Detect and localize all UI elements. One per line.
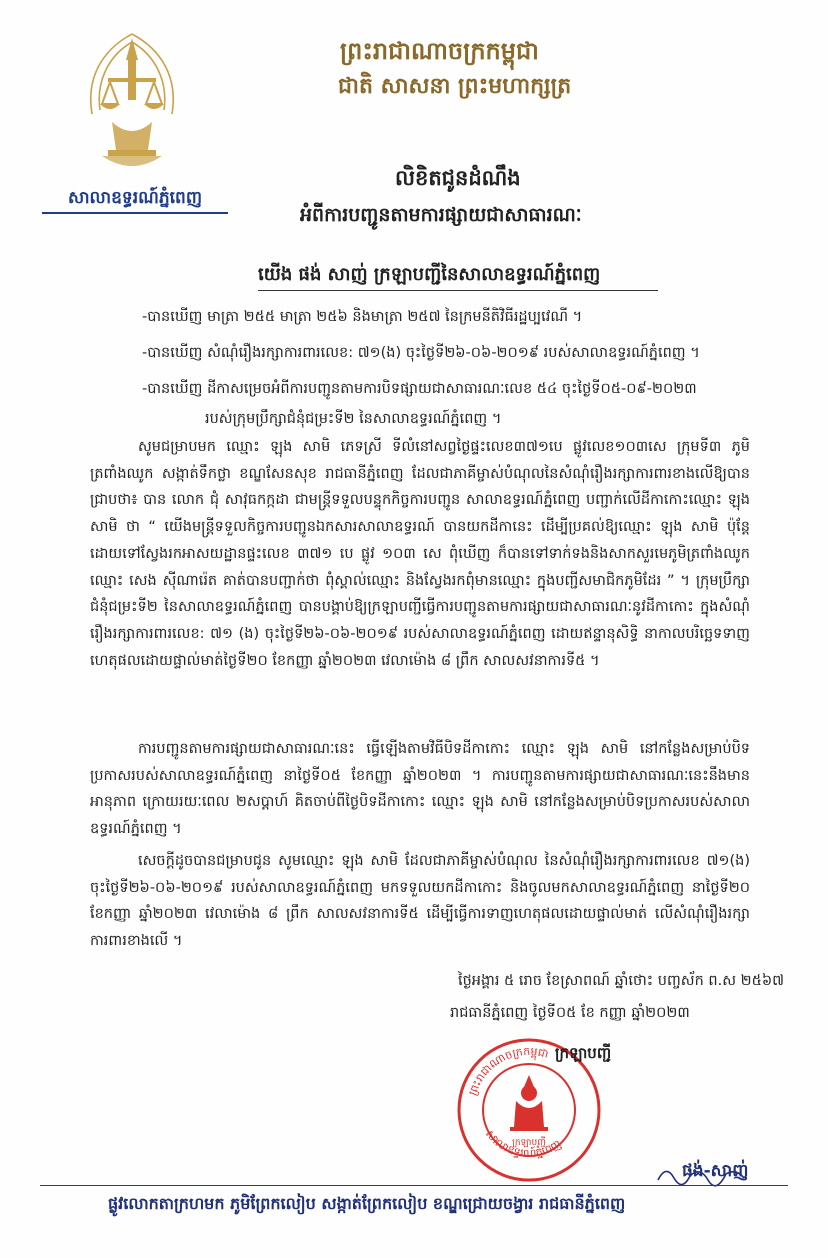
document-type: លិខិតជូនដំណឹង [395, 166, 521, 190]
lunar-date: ថ្ងៃអង្គារ ៥ រោច ខែស្រាពណ៍ ឆ្នាំថោះ បញ្ចស័ក ព.ស ២៥៦៧ [458, 973, 785, 989]
divider [42, 212, 228, 214]
citation-3-continued: របស់ក្រុមប្រឹក្សាជំនុំជម្រះទី២ នៃសាលាឧទ្ធរណ៍ភ្នំពេញ ។ [205, 411, 502, 427]
footer-address: ផ្លូវលោកតាក្រហមក ភូមិព្រែកលៀប សង្កាត់ព្រែកលៀប ខណ្ឌជ្រោយចង្វារ រាជធានីភ្នំពេញ [108, 1194, 626, 1213]
seal-bottom-text: សាលាឧទ្ធរណ៍ភ្នំពេញ [482, 1127, 564, 1160]
body-paragraph-1: សូមជម្រាបមក ឈ្មោះ ឡុង សាមិ ភេទស្រី ទីលំនៅសព្វថ្ងៃផ្ទះលេខ៣៧១បេ ផ្លូវលេខ១០៣សេ ក្រុមទី៣ ភូមិត្រពាំងឈូក សង្កាត់ទឹកថ្លា ខណ្ឌសែនសុខ រាជធានីភ្នំពេញ ដែលជាភាគីម្ចាស់បំណុលនៃសំណុំរឿងរក្សាការពារខាងលើឱ្យបានជ្រាបថា៖ បាន លោក ជុំ សាវុធកក្កដា ជាមន្ត្រីទទួលបន្ទុកកិច្ចការបញ្ជូន សាលាឧទ្ធរណ៍ភ្នំពេញ បញ្ជាក់លើដីកាកោះឈ្មោះ ឡុង សាមិ ថា “ យើងមន្ត្រីទទួលកិច្ចការបញ្ជូនឯកសារសាលាឧទ្ធរណ៍ បានយកដីកានេះ ដើម្បីប្រគល់ឱ្យឈ្មោះ ឡុង សាមិ ប៉ុន្តែដោយទៅស្វែងរកអាសយដ្ឋានផ្ទះលេខ ៣៧១ បេ ផ្លូវ ១០៣ សេ ពុំឃើញ ក៏បានទៅទាក់ទងនិងសាកសួរមេភូមិត្រពាំងឈូក ឈ្មោះ សេង ស៊ីណារ៉េត គាត់បានបញ្ជាក់ថា ពុំស្គាល់ឈ្មោះ និងស្វែងរកពុំមានឈ្មោះ ក្នុងបញ្ជីសមាជិកភូមិដែរ ” ។ ក្រុមប្រឹក្សាជំនុំជម្រះទី២ នៃសាលាឧទ្ធរណ៍ភ្នំពេញ បានបង្គាប់ឱ្យក្រឡាបញ្ជីធ្វើការបញ្ជូនតាមការផ្សាយជាសាធារណៈនូវដីកាកោះ ក្នុងសំណុំរឿងរក្សាការពារលេខ: ៧១ (ង) ចុះថ្ងៃទី២៦-០៦-២០១៩ របស់សាលាឧទ្ធរណ៍ភ្នំពេញ ដោយឥន្ទានុសិទ្ធិ នាកាលបរិច្ឆេទទាញហេតុផលដោយផ្ទាល់មាត់ថ្ងៃទី២០ ខែកញ្ញា ឆ្នាំ២០២៣ វេលាម៉ោង ៨ ព្រឹក សាលសវនាការទី៥ ។ [90, 439, 750, 669]
svg-text:ព្រះរាជាណាចក្រកម្ពុជា [466, 1045, 550, 1097]
citation-1: -បានឃើញ មាត្រា ២៥៥ មាត្រា ២៥៦ និងមាត្រា ២៥៧ នៃក្រមនីតិវិធីរដ្ឋប្បវេណី ។ [142, 309, 583, 325]
divider [258, 290, 658, 291]
clerk-title: ក្រឡាបញ្ជី [555, 1044, 612, 1062]
citation-2: -បានឃើញ សំណុំរឿងរក្សាការពារលេខ: ៧១(ង) ចុះថ្ងៃទី២៦-០៦-២០១៩ របស់សាលាឧទ្ធរណ៍ភ្នំពេញ ។ [142, 345, 700, 361]
citation-3: -បានឃើញ ដីកាសម្រេចអំពីការបញ្ជូនតាមការបិទផ្សាយជាសាធារណៈលេខ ៥៤ ចុះថ្ងៃទី០៥-០៩-២០២៣ [142, 381, 697, 397]
national-motto: ជាតិ សាសនា ព្រះមហាក្សត្រ [338, 74, 572, 99]
place-date: រាជធានីភ្នំពេញ ថ្ងៃទី០៥ ខែ កញ្ញា ឆ្នាំ២០២៣ [450, 1005, 690, 1021]
seal-inner-text: ក្រឡាបញ្ជី [512, 1138, 546, 1148]
court-emblem-icon [72, 30, 192, 180]
court-name: សាលាឧទ្ធរណ៍ភ្នំពេញ [67, 188, 203, 208]
seal-ring-text: ព្រះរាជាណាចក្រកម្ពុជា [465, 1044, 550, 1098]
footer-divider [40, 1185, 788, 1186]
document-subject: អំពីការបញ្ជូនតាមការផ្សាយជាសាធារណៈ [300, 204, 582, 226]
kingdom-heading: ព្រះរាជាណាចក្រកម្ពុជា [340, 37, 539, 65]
body-paragraph-2: ការបញ្ជូនតាមការផ្សាយជាសាធារណៈនេះ ធ្វើឡើងតាមវិធីបិទដីកាកោះ ឈ្មោះ ឡុង សាមិ នៅកន្លែងសម្រាប់បិទប្រកាសរបស់សាលាឧទ្ធរណ៍ភ្នំពេញ នាថ្ងៃទី០៥ ខែកញ្ញា ឆ្នាំ២០២៣ ។ ការបញ្ជូនតាមការផ្សាយជាសាធារណៈនេះនឹងមានអានុភាព ក្រោយរយៈពេល ២សប្តាហ៍ គិតចាប់ពីថ្ងៃបិទដីកាកោះ ឈ្មោះ ឡុង សាមិ នៅកន្លែងសម្រាប់បិទប្រកាសរបស់សាលាឧទ្ធរណ៍ភ្នំពេញ ។ [90, 741, 750, 838]
signer-name: ផង់-សាញ់ [682, 1161, 749, 1181]
issuer-line: យើង ផង់ សាញ់ ក្រឡាបញ្ជីនៃសាលាឧទ្ធរណ៍ភ្នំពេញ [258, 264, 601, 285]
body-paragraph-3: សេចក្តីដូចបានជម្រាបជូន សូមឈ្មោះ ឡុង សាមិ ដែលជាភាគីម្ចាស់បំណុល នៃសំណុំរឿងរក្សាការពារលេខ ៧១(ង) ចុះថ្ងៃទី២៦-០៦-២០១៩ របស់សាលាឧទ្ធរណ៍ភ្នំពេញ មកទទួលយកដីកាកោះ និងចូលមកសាលាឧទ្ធរណ៍ភ្នំពេញ នាថ្ងៃទី២០ ខែកញ្ញា ឆ្នាំ២០២៣ វេលាម៉ោង ៨ ព្រឹក សាលសវនាការទី៥ ដើម្បីធ្វើការទាញហេតុផលដោយផ្ទាល់មាត់ លើសំណុំរឿងរក្សាការពារខាងលើ ។ [90, 853, 750, 950]
